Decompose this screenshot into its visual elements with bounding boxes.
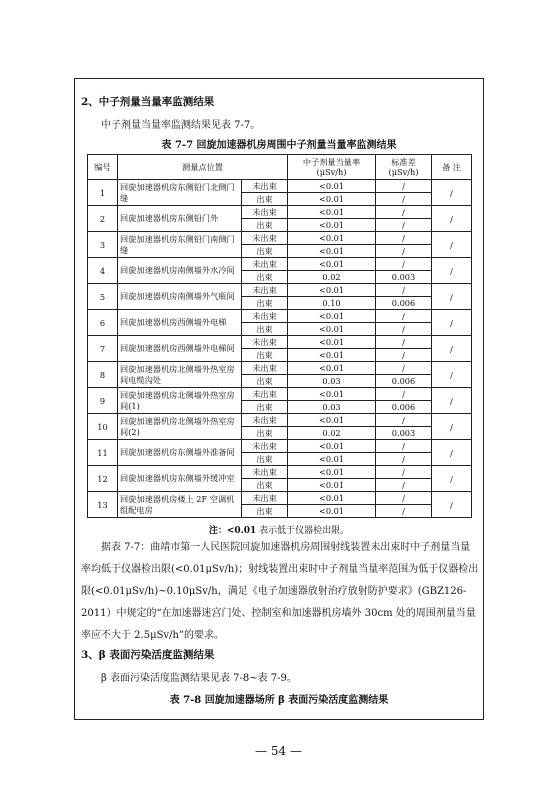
row-state-on: 出束 — [242, 271, 288, 284]
row-number: 11 — [88, 440, 118, 466]
row-rate-on: <0.01 — [288, 193, 376, 206]
row-std-off: / — [376, 414, 432, 427]
row-std-on: / — [376, 245, 432, 258]
row-location: 回旋加速器机房东侧铅门北侧门缝 — [118, 180, 242, 206]
row-remark: / — [432, 362, 472, 388]
row-state-on: 出束 — [242, 427, 288, 440]
header-num: 编号 — [88, 155, 118, 180]
row-remark: / — [432, 284, 472, 310]
row-rate-off: <0.01 — [288, 180, 376, 193]
row-remark: / — [432, 440, 472, 466]
header-remark: 备 注 — [432, 155, 472, 180]
row-std-on: 0.006 — [376, 297, 432, 310]
row-std-on: / — [376, 505, 432, 518]
section-heading-beta: 3、β 表面污染活度监测结果 — [81, 649, 215, 661]
header-rate: 中子剂量当量率(μSv/h) — [288, 155, 376, 180]
row-rate-on: 0.02 — [288, 271, 376, 284]
row-rate-on: 0.02 — [288, 427, 376, 440]
analysis-paragraph — [81, 537, 479, 647]
row-location: 回旋加速器机房东侧铅门外 — [118, 206, 242, 232]
row-number: 13 — [88, 492, 118, 518]
table-row — [88, 388, 472, 401]
row-location: 回旋加速器机房东侧墙外准备间 — [118, 440, 242, 466]
table-note-text: 表示低于仪器检出限。 — [256, 526, 350, 536]
row-number: 4 — [88, 258, 118, 284]
row-number: 10 — [88, 414, 118, 440]
table-note-prefix: 注：<0.01 — [208, 526, 257, 536]
row-state-on: 出束 — [242, 349, 288, 362]
row-rate-off: <0.01 — [288, 232, 376, 245]
row-std-off: / — [376, 492, 432, 505]
table-row — [88, 492, 472, 505]
row-state-off: 未出束 — [242, 310, 288, 323]
row-rate-off: <0.01 — [288, 284, 376, 297]
row-rate-off: <0.01 — [288, 206, 376, 219]
row-rate-off: <0.01 — [288, 492, 376, 505]
analysis-text: 据表 7-7：曲靖市第一人民医院回旋加速器机房周围射线装置未出束时中子剂量当量率均低于仪器检出限(<0.01μSv/h)；射线装置出束时中子剂量当量率范围为低于仪器检出限(<0.01μSv/h)~0.10μSv/h，满足《电子加速器放射治疗放射防护要求》(GBZ126-2011）中规定的“在加速器迷宫门处、控制室和加速器机房墙外 30cm 处的周围剂量当量率应不大于 2.5μSv/h”的要求。 — [81, 542, 479, 641]
row-state-on: 出束 — [242, 505, 288, 518]
row-location: 回旋加速器机房南侧墙外水冷间 — [118, 258, 242, 284]
row-number: 8 — [88, 362, 118, 388]
row-std-on: 0.003 — [376, 427, 432, 440]
neutron-dose-table — [87, 154, 472, 518]
row-std-off: / — [376, 180, 432, 193]
row-remark: / — [432, 492, 472, 518]
row-std-off: / — [376, 232, 432, 245]
row-state-on: 出束 — [242, 375, 288, 388]
row-rate-on: <0.01 — [288, 479, 376, 492]
table-row — [88, 362, 472, 375]
table-note — [75, 523, 483, 536]
header-location: 测量点位置 — [118, 155, 288, 180]
row-state-off: 未出束 — [242, 180, 288, 193]
row-state-on: 出束 — [242, 193, 288, 206]
row-location: 回旋加速器机房西侧墙外电梯间 — [118, 336, 242, 362]
row-state-off: 未出束 — [242, 232, 288, 245]
row-std-on: / — [376, 219, 432, 232]
row-rate-on: <0.01 — [288, 349, 376, 362]
row-remark: / — [432, 414, 472, 440]
row-location: 回旋加速器机房东侧铅门南侧门缝 — [118, 232, 242, 258]
row-rate-on: <0.01 — [288, 245, 376, 258]
row-state-on: 出束 — [242, 297, 288, 310]
row-state-off: 未出束 — [242, 466, 288, 479]
row-state-on: 出束 — [242, 479, 288, 492]
row-remark: / — [432, 310, 472, 336]
table-row — [88, 440, 472, 453]
row-location: 回旋加速器机房楼上 2F 空调机组配电房 — [118, 492, 242, 518]
row-location: 回旋加速器机房北侧墙外热室房间(1) — [118, 388, 242, 414]
row-rate-off: <0.01 — [288, 258, 376, 271]
row-std-off: / — [376, 336, 432, 349]
row-number: 2 — [88, 206, 118, 232]
row-rate-off: <0.01 — [288, 362, 376, 375]
row-remark: / — [432, 466, 472, 492]
section-intro-neutron: 中子剂量当量率监测结果见表 7-7。 — [101, 120, 261, 131]
row-rate-on: 0.10 — [288, 297, 376, 310]
section-heading-neutron: 2、中子剂量当量率监测结果 — [81, 96, 215, 108]
table-row — [88, 336, 472, 349]
page-number: — 54 — — [255, 744, 302, 758]
table-row — [88, 258, 472, 271]
row-state-off: 未出束 — [242, 440, 288, 453]
row-location: 回旋加速器机房北侧墙外热室房间(2) — [118, 414, 242, 440]
row-std-on: / — [376, 323, 432, 336]
row-state-off: 未出束 — [242, 414, 288, 427]
row-state-on: 出束 — [242, 219, 288, 232]
row-std-on: / — [376, 349, 432, 362]
row-number: 1 — [88, 180, 118, 206]
row-location: 回旋加速器机房南侧墙外气瓶间 — [118, 284, 242, 310]
row-state-off: 未出束 — [242, 492, 288, 505]
row-state-on: 出束 — [242, 245, 288, 258]
row-std-on: 0.006 — [376, 401, 432, 414]
row-state-off: 未出束 — [242, 206, 288, 219]
row-remark: / — [432, 232, 472, 258]
table-row — [88, 284, 472, 297]
row-std-on: 0.003 — [376, 271, 432, 284]
row-remark: / — [432, 336, 472, 362]
row-std-off: / — [376, 362, 432, 375]
row-rate-on: 0.03 — [288, 401, 376, 414]
row-remark: / — [432, 258, 472, 284]
row-location: 回旋加速器机房北侧墙外热室房间电缆沟处 — [118, 362, 242, 388]
row-state-on: 出束 — [242, 401, 288, 414]
row-std-off: / — [376, 388, 432, 401]
row-number: 6 — [88, 310, 118, 336]
row-rate-on: <0.01 — [288, 453, 376, 466]
row-state-off: 未出束 — [242, 362, 288, 375]
table-7-7-caption: 表 7-7 回旋加速器机房周围中子剂量当量率监测结果 — [161, 140, 397, 151]
row-number: 12 — [88, 466, 118, 492]
row-std-off: / — [376, 284, 432, 297]
row-location: 回旋加速器机房西侧墙外电梯 — [118, 310, 242, 336]
table-row — [88, 466, 472, 479]
row-remark: / — [432, 206, 472, 232]
header-std: 标准差(μSv/h) — [376, 155, 432, 180]
row-std-on: / — [376, 193, 432, 206]
row-rate-off: <0.01 — [288, 310, 376, 323]
row-std-on: 0.006 — [376, 375, 432, 388]
row-rate-off: <0.01 — [288, 414, 376, 427]
row-remark: / — [432, 180, 472, 206]
row-state-off: 未出束 — [242, 388, 288, 401]
row-rate-off: <0.01 — [288, 466, 376, 479]
row-state-off: 未出束 — [242, 284, 288, 297]
row-std-on: / — [376, 479, 432, 492]
row-std-off: / — [376, 440, 432, 453]
row-rate-off: <0.01 — [288, 336, 376, 349]
row-state-on: 出束 — [242, 453, 288, 466]
row-number: 5 — [88, 284, 118, 310]
row-state-on: 出束 — [242, 323, 288, 336]
row-state-off: 未出束 — [242, 336, 288, 349]
section-intro-beta: β 表面污染活度监测结果见表 7-8~表 7-9。 — [101, 673, 297, 684]
row-std-off: / — [376, 258, 432, 271]
row-rate-off: <0.01 — [288, 440, 376, 453]
row-std-off: / — [376, 310, 432, 323]
table-7-8-caption: 表 7-8 回旋加速器场所 β 表面污染活度监测结果 — [169, 695, 389, 706]
row-rate-on: <0.01 — [288, 505, 376, 518]
table-row — [88, 206, 472, 219]
table-row — [88, 232, 472, 245]
row-rate-on: <0.01 — [288, 219, 376, 232]
row-location: 回旋加速器机房东侧墙外缓冲室 — [118, 466, 242, 492]
page-frame — [74, 78, 484, 720]
row-number: 3 — [88, 232, 118, 258]
row-state-off: 未出束 — [242, 258, 288, 271]
row-rate-off: <0.01 — [288, 388, 376, 401]
row-number: 9 — [88, 388, 118, 414]
row-remark: / — [432, 388, 472, 414]
table-row — [88, 414, 472, 427]
table-header-row — [88, 155, 472, 180]
row-rate-on: 0.03 — [288, 375, 376, 388]
row-std-off: / — [376, 206, 432, 219]
row-rate-on: <0.01 — [288, 323, 376, 336]
table-row — [88, 180, 472, 193]
row-std-on: / — [376, 453, 432, 466]
table-row — [88, 310, 472, 323]
row-number: 7 — [88, 336, 118, 362]
table-body — [88, 180, 472, 518]
row-std-off: / — [376, 466, 432, 479]
